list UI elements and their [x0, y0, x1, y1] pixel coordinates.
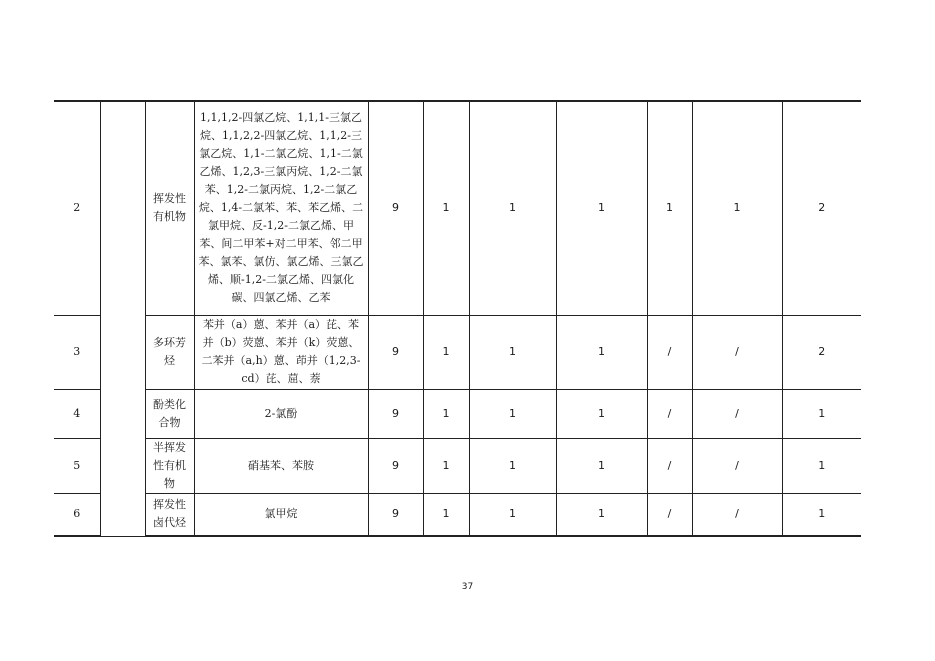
value-cell: /	[647, 389, 692, 438]
value-cell: 1	[782, 389, 861, 438]
value-cell: 1	[469, 493, 556, 536]
value-cell: 9	[368, 101, 423, 315]
value-cell: 2	[782, 101, 861, 315]
category-cell: 挥发性有机物	[145, 101, 194, 315]
category-cell: 酚类化合物	[145, 389, 194, 438]
substances-cell: 2-氯酚	[194, 389, 368, 438]
table-row	[54, 101, 861, 315]
value-cell: 1	[469, 315, 556, 389]
row-index: 4	[54, 389, 100, 438]
merged-category-cell	[100, 101, 145, 536]
row-index: 3	[54, 315, 100, 389]
value-cell: 1	[782, 438, 861, 493]
substances-cell: 苯并（a）蒽、苯并（a）芘、苯并（b）荧蒽、苯并（k）荧蒽、二苯并（a,h）蒽、茚并（1,2,3-cd）芘、䓛、萘	[194, 315, 368, 389]
value-cell: 1	[647, 101, 692, 315]
value-cell: 1	[423, 493, 469, 536]
value-cell: /	[692, 315, 782, 389]
value-cell: /	[647, 315, 692, 389]
substances-cell: 硝基苯、苯胺	[194, 438, 368, 493]
table-row	[54, 493, 861, 536]
value-cell: 1	[556, 315, 647, 389]
category-cell: 挥发性卤代烃	[145, 493, 194, 536]
table-row	[54, 438, 861, 493]
value-cell: 1	[423, 101, 469, 315]
value-cell: 1	[782, 493, 861, 536]
value-cell: /	[647, 438, 692, 493]
value-cell: /	[692, 438, 782, 493]
value-cell: 1	[423, 438, 469, 493]
value-cell: 1	[423, 315, 469, 389]
value-cell: /	[692, 493, 782, 536]
value-cell: 9	[368, 438, 423, 493]
category-cell: 半挥发性有机物	[145, 438, 194, 493]
page-number: 37	[461, 582, 474, 592]
value-cell: 1	[556, 493, 647, 536]
value-cell: 1	[556, 389, 647, 438]
row-index: 2	[54, 101, 100, 315]
substances-cell: 1,1,1,2-四氯乙烷、1,1,1-三氯乙烷、1,1,2,2-四氯乙烷、1,1,2-三氯乙烷、1,1-二氯乙烷、1,1-二氯乙烯、1,2,3-三氯丙烷、1,2-二氯苯、1,2-二氯丙烷、1,2-二氯乙烷、1,4-二氯苯、苯、苯乙烯、二氯甲烷、反-1,2-二氯乙烯、甲苯、间二甲苯+对二甲苯、邻二甲苯、氯苯、氯仿、氯乙烯、三氯乙烯、顺-1,2-二氯乙烯、四氯化碳、四氯乙烯、乙苯	[194, 101, 368, 315]
value-cell: /	[647, 493, 692, 536]
table-row	[54, 389, 861, 438]
value-cell: 1	[469, 389, 556, 438]
value-cell: 1	[692, 101, 782, 315]
value-cell: 1	[423, 389, 469, 438]
value-cell: 9	[368, 315, 423, 389]
substances-cell: 氯甲烷	[194, 493, 368, 536]
row-index: 6	[54, 493, 100, 536]
value-cell: /	[692, 389, 782, 438]
value-cell: 1	[556, 438, 647, 493]
table-row	[54, 315, 861, 389]
value-cell: 1	[469, 101, 556, 315]
row-index: 5	[54, 438, 100, 493]
value-cell: 9	[368, 389, 423, 438]
value-cell: 1	[556, 101, 647, 315]
monitoring-table	[54, 100, 861, 537]
value-cell: 9	[368, 493, 423, 536]
value-cell: 2	[782, 315, 861, 389]
category-cell: 多环芳烃	[145, 315, 194, 389]
value-cell: 1	[469, 438, 556, 493]
